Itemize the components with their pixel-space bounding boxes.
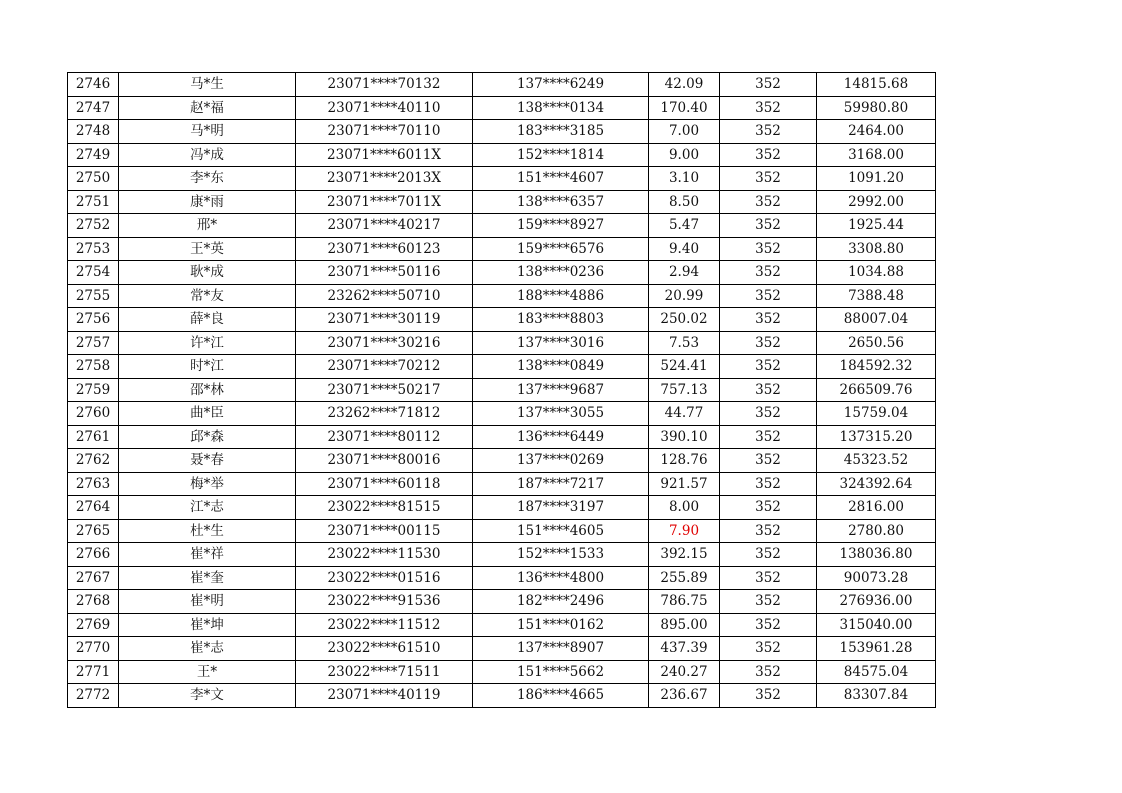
table-row (68, 237, 936, 261)
rate-cell: 352 (720, 637, 817, 661)
quantity-cell: 786.75 (649, 590, 720, 614)
amount-cell: 14815.68 (817, 73, 936, 97)
row-number-cell: 2757 (68, 331, 119, 355)
name-cell: 崔*坤 (119, 613, 296, 637)
rate-cell: 352 (720, 120, 817, 144)
id-number-cell: 23262****71812 (296, 402, 473, 426)
id-number-cell: 23071****80016 (296, 449, 473, 473)
table-row (68, 73, 936, 97)
amount-cell: 153961.28 (817, 637, 936, 661)
row-number-cell: 2767 (68, 566, 119, 590)
phone-cell: 187****3197 (473, 496, 649, 520)
row-number-cell: 2748 (68, 120, 119, 144)
quantity-cell: 8.00 (649, 496, 720, 520)
amount-cell: 59980.80 (817, 96, 936, 120)
quantity-cell: 42.09 (649, 73, 720, 97)
name-cell: 康*雨 (119, 190, 296, 214)
amount-cell: 184592.32 (817, 355, 936, 379)
row-number-cell: 2762 (68, 449, 119, 473)
phone-cell: 186****4665 (473, 684, 649, 708)
quantity-cell: 7.90 (649, 519, 720, 543)
table-row (68, 449, 936, 473)
phone-cell: 136****6449 (473, 425, 649, 449)
name-cell: 时*江 (119, 355, 296, 379)
id-number-cell: 23071****60118 (296, 472, 473, 496)
amount-cell: 45323.52 (817, 449, 936, 473)
id-number-cell: 23071****6011X (296, 143, 473, 167)
row-number-cell: 2746 (68, 73, 119, 97)
name-cell: 江*志 (119, 496, 296, 520)
name-cell: 王*英 (119, 237, 296, 261)
quantity-cell: 240.27 (649, 660, 720, 684)
rate-cell: 352 (720, 308, 817, 332)
table-row (68, 284, 936, 308)
table-body (68, 73, 936, 708)
phone-cell: 136****4800 (473, 566, 649, 590)
quantity-cell: 895.00 (649, 613, 720, 637)
table-row (68, 308, 936, 332)
row-number-cell: 2753 (68, 237, 119, 261)
name-cell: 杜*生 (119, 519, 296, 543)
row-number-cell: 2755 (68, 284, 119, 308)
id-number-cell: 23071****70110 (296, 120, 473, 144)
phone-cell: 137****8907 (473, 637, 649, 661)
phone-cell: 152****1814 (473, 143, 649, 167)
quantity-cell: 255.89 (649, 566, 720, 590)
row-number-cell: 2759 (68, 378, 119, 402)
id-number-cell: 23022****01516 (296, 566, 473, 590)
phone-cell: 137****0269 (473, 449, 649, 473)
phone-cell: 138****0134 (473, 96, 649, 120)
rate-cell: 352 (720, 566, 817, 590)
rate-cell: 352 (720, 590, 817, 614)
table-row (68, 425, 936, 449)
rate-cell: 352 (720, 73, 817, 97)
row-number-cell: 2764 (68, 496, 119, 520)
phone-cell: 151****5662 (473, 660, 649, 684)
rate-cell: 352 (720, 261, 817, 285)
table-row (68, 378, 936, 402)
row-number-cell: 2754 (68, 261, 119, 285)
table-row (68, 96, 936, 120)
rate-cell: 352 (720, 496, 817, 520)
quantity-cell: 437.39 (649, 637, 720, 661)
quantity-cell: 392.15 (649, 543, 720, 567)
name-cell: 梅*举 (119, 472, 296, 496)
row-number-cell: 2770 (68, 637, 119, 661)
row-number-cell: 2749 (68, 143, 119, 167)
id-number-cell: 23022****61510 (296, 637, 473, 661)
phone-cell: 151****4605 (473, 519, 649, 543)
id-number-cell: 23071****40119 (296, 684, 473, 708)
phone-cell: 138****0236 (473, 261, 649, 285)
name-cell: 邢* (119, 214, 296, 238)
quantity-cell: 7.53 (649, 331, 720, 355)
quantity-cell: 236.67 (649, 684, 720, 708)
amount-cell: 3308.80 (817, 237, 936, 261)
row-number-cell: 2765 (68, 519, 119, 543)
id-number-cell: 23022****11530 (296, 543, 473, 567)
name-cell: 马*生 (119, 73, 296, 97)
quantity-cell: 44.77 (649, 402, 720, 426)
rate-cell: 352 (720, 684, 817, 708)
data-table (67, 72, 936, 708)
phone-cell: 187****7217 (473, 472, 649, 496)
phone-cell: 183****3185 (473, 120, 649, 144)
amount-cell: 2992.00 (817, 190, 936, 214)
rate-cell: 352 (720, 472, 817, 496)
rate-cell: 352 (720, 284, 817, 308)
quantity-cell: 390.10 (649, 425, 720, 449)
table-row (68, 472, 936, 496)
quantity-cell: 8.50 (649, 190, 720, 214)
id-number-cell: 23022****11512 (296, 613, 473, 637)
id-number-cell: 23022****81515 (296, 496, 473, 520)
quantity-cell: 9.40 (649, 237, 720, 261)
phone-cell: 188****4886 (473, 284, 649, 308)
amount-cell: 90073.28 (817, 566, 936, 590)
rate-cell: 352 (720, 613, 817, 637)
amount-cell: 2650.56 (817, 331, 936, 355)
table-row (68, 120, 936, 144)
rate-cell: 352 (720, 167, 817, 191)
table-row (68, 261, 936, 285)
amount-cell: 1034.88 (817, 261, 936, 285)
amount-cell: 3168.00 (817, 143, 936, 167)
table-row (68, 355, 936, 379)
row-number-cell: 2768 (68, 590, 119, 614)
quantity-cell: 757.13 (649, 378, 720, 402)
name-cell: 邱*森 (119, 425, 296, 449)
rate-cell: 352 (720, 660, 817, 684)
phone-cell: 137****3016 (473, 331, 649, 355)
id-number-cell: 23071****70132 (296, 73, 473, 97)
amount-cell: 84575.04 (817, 660, 936, 684)
table-row (68, 402, 936, 426)
table-row (68, 519, 936, 543)
rate-cell: 352 (720, 214, 817, 238)
quantity-cell: 250.02 (649, 308, 720, 332)
id-number-cell: 23071****50217 (296, 378, 473, 402)
id-number-cell: 23071****2013X (296, 167, 473, 191)
name-cell: 王* (119, 660, 296, 684)
name-cell: 聂*春 (119, 449, 296, 473)
rate-cell: 352 (720, 425, 817, 449)
id-number-cell: 23071****00115 (296, 519, 473, 543)
name-cell: 许*江 (119, 331, 296, 355)
row-number-cell: 2772 (68, 684, 119, 708)
name-cell: 耿*成 (119, 261, 296, 285)
rate-cell: 352 (720, 331, 817, 355)
phone-cell: 183****8803 (473, 308, 649, 332)
name-cell: 崔*祥 (119, 543, 296, 567)
row-number-cell: 2751 (68, 190, 119, 214)
rate-cell: 352 (720, 378, 817, 402)
amount-cell: 276936.00 (817, 590, 936, 614)
amount-cell: 2780.80 (817, 519, 936, 543)
name-cell: 崔*志 (119, 637, 296, 661)
row-number-cell: 2760 (68, 402, 119, 426)
amount-cell: 15759.04 (817, 402, 936, 426)
amount-cell: 324392.64 (817, 472, 936, 496)
name-cell: 薛*良 (119, 308, 296, 332)
rate-cell: 352 (720, 402, 817, 426)
amount-cell: 138036.80 (817, 543, 936, 567)
quantity-cell: 2.94 (649, 261, 720, 285)
name-cell: 李*文 (119, 684, 296, 708)
quantity-cell: 7.00 (649, 120, 720, 144)
table-row (68, 660, 936, 684)
amount-cell: 2464.00 (817, 120, 936, 144)
name-cell: 马*明 (119, 120, 296, 144)
quantity-cell: 20.99 (649, 284, 720, 308)
phone-cell: 138****0849 (473, 355, 649, 379)
rate-cell: 352 (720, 543, 817, 567)
phone-cell: 151****0162 (473, 613, 649, 637)
phone-cell: 182****2496 (473, 590, 649, 614)
row-number-cell: 2763 (68, 472, 119, 496)
rate-cell: 352 (720, 355, 817, 379)
row-number-cell: 2758 (68, 355, 119, 379)
name-cell: 崔*明 (119, 590, 296, 614)
name-cell: 曲*臣 (119, 402, 296, 426)
id-number-cell: 23071****60123 (296, 237, 473, 261)
quantity-cell: 921.57 (649, 472, 720, 496)
table-row (68, 543, 936, 567)
table-row (68, 331, 936, 355)
table-row (68, 590, 936, 614)
id-number-cell: 23071****7011X (296, 190, 473, 214)
amount-cell: 1091.20 (817, 167, 936, 191)
id-number-cell: 23071****50116 (296, 261, 473, 285)
amount-cell: 1925.44 (817, 214, 936, 238)
rate-cell: 352 (720, 449, 817, 473)
phone-cell: 137****3055 (473, 402, 649, 426)
phone-cell: 137****9687 (473, 378, 649, 402)
rate-cell: 352 (720, 237, 817, 261)
amount-cell: 2816.00 (817, 496, 936, 520)
quantity-cell: 524.41 (649, 355, 720, 379)
rate-cell: 352 (720, 519, 817, 543)
name-cell: 赵*福 (119, 96, 296, 120)
id-number-cell: 23071****30119 (296, 308, 473, 332)
row-number-cell: 2750 (68, 167, 119, 191)
row-number-cell: 2766 (68, 543, 119, 567)
phone-cell: 137****6249 (473, 73, 649, 97)
row-number-cell: 2752 (68, 214, 119, 238)
amount-cell: 266509.76 (817, 378, 936, 402)
quantity-cell: 5.47 (649, 214, 720, 238)
amount-cell: 88007.04 (817, 308, 936, 332)
phone-cell: 159****8927 (473, 214, 649, 238)
row-number-cell: 2771 (68, 660, 119, 684)
id-number-cell: 23071****30216 (296, 331, 473, 355)
name-cell: 常*友 (119, 284, 296, 308)
row-number-cell: 2761 (68, 425, 119, 449)
id-number-cell: 23071****40110 (296, 96, 473, 120)
rate-cell: 352 (720, 190, 817, 214)
table-row (68, 167, 936, 191)
table-row (68, 684, 936, 708)
row-number-cell: 2756 (68, 308, 119, 332)
id-number-cell: 23022****91536 (296, 590, 473, 614)
name-cell: 李*东 (119, 167, 296, 191)
id-number-cell: 23071****40217 (296, 214, 473, 238)
id-number-cell: 23071****70212 (296, 355, 473, 379)
phone-cell: 152****1533 (473, 543, 649, 567)
id-number-cell: 23071****80112 (296, 425, 473, 449)
quantity-cell: 170.40 (649, 96, 720, 120)
name-cell: 邵*林 (119, 378, 296, 402)
amount-cell: 137315.20 (817, 425, 936, 449)
amount-cell: 83307.84 (817, 684, 936, 708)
table-row (68, 190, 936, 214)
phone-cell: 151****4607 (473, 167, 649, 191)
quantity-cell: 9.00 (649, 143, 720, 167)
table-row (68, 637, 936, 661)
table-row (68, 214, 936, 238)
quantity-cell: 3.10 (649, 167, 720, 191)
rate-cell: 352 (720, 143, 817, 167)
id-number-cell: 23022****71511 (296, 660, 473, 684)
name-cell: 崔*奎 (119, 566, 296, 590)
amount-cell: 315040.00 (817, 613, 936, 637)
table-row (68, 496, 936, 520)
table-row (68, 566, 936, 590)
row-number-cell: 2747 (68, 96, 119, 120)
id-number-cell: 23262****50710 (296, 284, 473, 308)
phone-cell: 138****6357 (473, 190, 649, 214)
phone-cell: 159****6576 (473, 237, 649, 261)
table-row (68, 613, 936, 637)
row-number-cell: 2769 (68, 613, 119, 637)
quantity-cell: 128.76 (649, 449, 720, 473)
table-row (68, 143, 936, 167)
name-cell: 冯*成 (119, 143, 296, 167)
rate-cell: 352 (720, 96, 817, 120)
amount-cell: 7388.48 (817, 284, 936, 308)
